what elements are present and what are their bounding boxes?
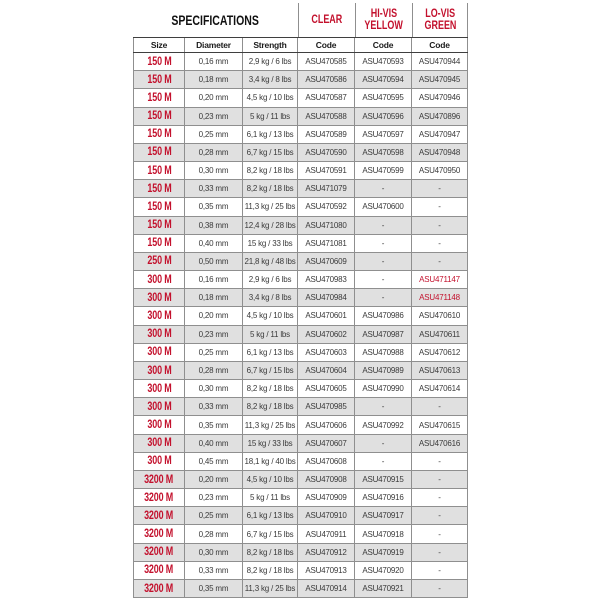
size-cell: 150 M: [133, 108, 185, 125]
diameter-cell: 0,45 mm: [185, 453, 243, 470]
size-cell: 300 M: [133, 398, 185, 415]
clear-code-cell: ASU470914: [298, 580, 355, 597]
diameter-cell: 0,28 mm: [185, 362, 243, 379]
hi-vis-code-cell: -: [355, 217, 412, 234]
lo-vis-code-cell: ASU470611: [412, 326, 468, 343]
size-cell: 150 M: [133, 235, 185, 252]
lo-vis-code-cell: ASU470945: [412, 71, 468, 88]
diameter-cell: 0,28 mm: [185, 144, 243, 161]
clear-code-cell: ASU470983: [298, 271, 355, 288]
diameter-cell: 0,30 mm: [185, 380, 243, 397]
strength-cell: 4,5 kg / 10 lbs: [243, 307, 298, 324]
size-cell: 300 M: [133, 435, 185, 452]
lo-vis-code-cell: -: [412, 235, 468, 252]
strength-cell: 8,2 kg / 18 lbs: [243, 562, 298, 579]
size-column-label: Size: [133, 38, 185, 52]
size-cell: 150 M: [133, 53, 185, 70]
clear-code-cell: ASU470586: [298, 71, 355, 88]
diameter-cell: 0,33 mm: [185, 562, 243, 579]
clear-code-cell: ASU470604: [298, 362, 355, 379]
clear-code-cell: ASU470909: [298, 489, 355, 506]
size-cell: 300 M: [133, 416, 185, 433]
hi-vis-code-cell: ASU470921: [355, 580, 412, 597]
clear-code-cell: ASU470590: [298, 144, 355, 161]
specifications-header: [133, 3, 298, 37]
size-cell: 3200 M: [133, 580, 185, 597]
clear-code-cell: ASU470609: [298, 253, 355, 270]
lo-vis-code-cell: -: [412, 489, 468, 506]
diameter-cell: 0,23 mm: [185, 326, 243, 343]
table-row: [133, 380, 468, 398]
diameter-cell: 0,33 mm: [185, 398, 243, 415]
diameter-cell: 0,20 mm: [185, 471, 243, 488]
hi-vis-code-column-label: Code: [355, 38, 412, 52]
table-row: [133, 271, 468, 289]
lo-vis-code-cell: ASU470616: [412, 435, 468, 452]
hi-vis-code-cell: -: [355, 453, 412, 470]
clear-code-cell: ASU470913: [298, 562, 355, 579]
strength-cell: 6,1 kg / 13 lbs: [243, 126, 298, 143]
strength-cell: 11,3 kg / 25 lbs: [243, 416, 298, 433]
lo-vis-code-cell: -: [412, 580, 468, 597]
table-row: [133, 307, 468, 325]
clear-code-cell: ASU471080: [298, 217, 355, 234]
table-row: [133, 198, 468, 216]
size-cell: 300 M: [133, 453, 185, 470]
hi-vis-code-cell: ASU470919: [355, 544, 412, 561]
clear-code-cell: ASU470588: [298, 108, 355, 125]
hi-vis-code-cell: ASU470595: [355, 89, 412, 106]
lo-vis-code-cell: ASU470615: [412, 416, 468, 433]
diameter-cell: 0,38 mm: [185, 217, 243, 234]
clear-code-cell: ASU471081: [298, 235, 355, 252]
strength-cell: 2,9 kg / 6 lbs: [243, 53, 298, 70]
lo-vis-code-cell: ASU470946: [412, 89, 468, 106]
lo-vis-code-cell: ASU470948: [412, 144, 468, 161]
strength-cell: 6,1 kg / 13 lbs: [243, 344, 298, 361]
size-cell: 150 M: [133, 198, 185, 215]
hi-vis-code-cell: -: [355, 398, 412, 415]
strength-cell: 6,7 kg / 15 lbs: [243, 362, 298, 379]
table-row: [133, 580, 468, 598]
strength-cell: 5 kg / 11 lbs: [243, 108, 298, 125]
lo-vis-code-cell: ASU471147: [412, 271, 468, 288]
hi-vis-code-cell: -: [355, 235, 412, 252]
size-cell: 250 M: [133, 253, 185, 270]
lo-vis-code-cell: -: [412, 453, 468, 470]
clear-code-cell: ASU470602: [298, 326, 355, 343]
clear-code-cell: ASU470587: [298, 89, 355, 106]
table-row: [133, 416, 468, 434]
diameter-cell: 0,30 mm: [185, 544, 243, 561]
lo-vis-green-column-header: [412, 3, 468, 37]
strength-cell: 12,4 kg / 28 lbs: [243, 217, 298, 234]
lo-vis-code-cell: ASU470896: [412, 108, 468, 125]
clear-code-cell: ASU470912: [298, 544, 355, 561]
diameter-cell: 0,16 mm: [185, 271, 243, 288]
clear-column-label: CLEAR: [311, 13, 343, 26]
diameter-cell: 0,25 mm: [185, 507, 243, 524]
table-row: [133, 144, 468, 162]
diameter-cell: 0,40 mm: [185, 435, 243, 452]
strength-cell: 11,3 kg / 25 lbs: [243, 198, 298, 215]
lo-vis-code-cell: ASU470613: [412, 362, 468, 379]
diameter-cell: 0,28 mm: [185, 525, 243, 542]
strength-cell: 21,8 kg / 48 lbs: [243, 253, 298, 270]
hi-vis-code-cell: ASU470915: [355, 471, 412, 488]
table-row: [133, 53, 468, 71]
table-body: [133, 53, 468, 598]
table-row: [133, 398, 468, 416]
strength-cell: 8,2 kg / 18 lbs: [243, 544, 298, 561]
hi-vis-code-cell: ASU470593: [355, 53, 412, 70]
clear-code-cell: ASU470605: [298, 380, 355, 397]
size-cell: 300 M: [133, 344, 185, 361]
strength-cell: 18,1 kg / 40 lbs: [243, 453, 298, 470]
hi-vis-code-cell: ASU470992: [355, 416, 412, 433]
diameter-cell: 0,35 mm: [185, 580, 243, 597]
table-row: [133, 544, 468, 562]
lo-vis-code-cell: ASU470610: [412, 307, 468, 324]
lo-vis-code-cell: -: [412, 562, 468, 579]
size-cell: 300 M: [133, 271, 185, 288]
size-cell: 150 M: [133, 71, 185, 88]
lo-vis-code-cell: -: [412, 507, 468, 524]
clear-code-cell: ASU470908: [298, 471, 355, 488]
clear-code-cell: ASU470984: [298, 289, 355, 306]
lo-vis-code-cell: -: [412, 253, 468, 270]
strength-cell: 8,2 kg / 18 lbs: [243, 180, 298, 197]
strength-column-label: Strength: [243, 38, 298, 52]
strength-cell: 6,7 kg / 15 lbs: [243, 525, 298, 542]
table-row: [133, 326, 468, 344]
hi-vis-code-cell: ASU470594: [355, 71, 412, 88]
table-row: [133, 162, 468, 180]
clear-code-cell: ASU470601: [298, 307, 355, 324]
hi-vis-code-cell: ASU470917: [355, 507, 412, 524]
strength-cell: 6,7 kg / 15 lbs: [243, 144, 298, 161]
hi-vis-code-cell: ASU470986: [355, 307, 412, 324]
diameter-cell: 0,20 mm: [185, 307, 243, 324]
lo-vis-code-cell: -: [412, 217, 468, 234]
size-cell: 3200 M: [133, 544, 185, 561]
table-row: [133, 71, 468, 89]
diameter-cell: 0,20 mm: [185, 89, 243, 106]
table-row: [133, 289, 468, 307]
lo-vis-code-cell: -: [412, 471, 468, 488]
diameter-cell: 0,23 mm: [185, 108, 243, 125]
lo-vis-code-cell: -: [412, 180, 468, 197]
strength-cell: 4,5 kg / 10 lbs: [243, 89, 298, 106]
size-cell: 300 M: [133, 380, 185, 397]
specifications-header-label: SPECIFICATIONS: [171, 12, 260, 28]
hi-vis-code-cell: ASU470600: [355, 198, 412, 215]
lo-vis-code-cell: -: [412, 525, 468, 542]
strength-cell: 8,2 kg / 18 lbs: [243, 398, 298, 415]
clear-code-cell: ASU470603: [298, 344, 355, 361]
lo-vis-code-cell: ASU470950: [412, 162, 468, 179]
size-cell: 150 M: [133, 126, 185, 143]
size-cell: 3200 M: [133, 562, 185, 579]
diameter-cell: 0,30 mm: [185, 162, 243, 179]
table-row: [133, 253, 468, 271]
strength-cell: 6,1 kg / 13 lbs: [243, 507, 298, 524]
clear-code-cell: ASU470589: [298, 126, 355, 143]
table-row: [133, 525, 468, 543]
table-row: [133, 126, 468, 144]
size-cell: 3200 M: [133, 471, 185, 488]
diameter-cell: 0,50 mm: [185, 253, 243, 270]
size-cell: 300 M: [133, 326, 185, 343]
diameter-cell: 0,18 mm: [185, 289, 243, 306]
table-row: [133, 108, 468, 126]
diameter-cell: 0,35 mm: [185, 198, 243, 215]
size-cell: 150 M: [133, 180, 185, 197]
lo-vis-code-cell: ASU470612: [412, 344, 468, 361]
table-row: [133, 217, 468, 235]
hi-vis-code-cell: -: [355, 435, 412, 452]
table-row: [133, 344, 468, 362]
diameter-cell: 0,40 mm: [185, 235, 243, 252]
size-cell: 3200 M: [133, 489, 185, 506]
table-row: [133, 235, 468, 253]
diameter-cell: 0,25 mm: [185, 126, 243, 143]
hi-vis-code-cell: ASU470918: [355, 525, 412, 542]
hi-vis-code-cell: ASU470599: [355, 162, 412, 179]
clear-code-cell: ASU470591: [298, 162, 355, 179]
lo-vis-code-cell: ASU471148: [412, 289, 468, 306]
strength-cell: 5 kg / 11 lbs: [243, 489, 298, 506]
diameter-column-label: Diameter: [185, 38, 243, 52]
diameter-cell: 0,16 mm: [185, 53, 243, 70]
lo-vis-code-cell: ASU470614: [412, 380, 468, 397]
diameter-cell: 0,35 mm: [185, 416, 243, 433]
hi-vis-code-cell: ASU470989: [355, 362, 412, 379]
strength-cell: 15 kg / 33 lbs: [243, 435, 298, 452]
size-cell: 150 M: [133, 144, 185, 161]
table-row: [133, 362, 468, 380]
hi-vis-code-cell: -: [355, 180, 412, 197]
clear-code-cell: ASU470606: [298, 416, 355, 433]
table-row: [133, 489, 468, 507]
table-row: [133, 562, 468, 580]
strength-cell: 15 kg / 33 lbs: [243, 235, 298, 252]
size-cell: 150 M: [133, 162, 185, 179]
clear-code-cell: ASU470985: [298, 398, 355, 415]
clear-code-cell: ASU470910: [298, 507, 355, 524]
strength-cell: 3,4 kg / 8 lbs: [243, 71, 298, 88]
hi-vis-code-cell: ASU470916: [355, 489, 412, 506]
lo-vis-code-cell: -: [412, 544, 468, 561]
strength-cell: 2,9 kg / 6 lbs: [243, 271, 298, 288]
hi-vis-label-line2: YELLOW: [364, 20, 404, 32]
lo-vis-code-cell: -: [412, 198, 468, 215]
size-cell: 300 M: [133, 307, 185, 324]
hi-vis-code-cell: -: [355, 289, 412, 306]
strength-cell: 11,3 kg / 25 lbs: [243, 580, 298, 597]
size-cell: 150 M: [133, 217, 185, 234]
hi-vis-code-cell: ASU470920: [355, 562, 412, 579]
hi-vis-yellow-column-header: [355, 3, 412, 37]
diameter-cell: 0,25 mm: [185, 344, 243, 361]
hi-vis-code-cell: ASU470596: [355, 108, 412, 125]
strength-cell: 8,2 kg / 18 lbs: [243, 162, 298, 179]
diameter-cell: 0,23 mm: [185, 489, 243, 506]
strength-cell: 3,4 kg / 8 lbs: [243, 289, 298, 306]
lo-vis-label-line2: GREEN: [424, 20, 456, 32]
table-row: [133, 507, 468, 525]
specifications-table: [133, 3, 468, 598]
table-subheader: [133, 38, 468, 53]
clear-column-header: [298, 3, 355, 37]
clear-code-cell: ASU470608: [298, 453, 355, 470]
hi-vis-code-cell: ASU470990: [355, 380, 412, 397]
strength-cell: 4,5 kg / 10 lbs: [243, 471, 298, 488]
clear-code-cell: ASU471079: [298, 180, 355, 197]
table-row: [133, 453, 468, 471]
hi-vis-code-cell: -: [355, 253, 412, 270]
size-cell: 150 M: [133, 89, 185, 106]
lo-vis-code-cell: ASU470947: [412, 126, 468, 143]
hi-vis-code-cell: ASU470597: [355, 126, 412, 143]
hi-vis-code-cell: ASU470987: [355, 326, 412, 343]
size-cell: 3200 M: [133, 525, 185, 542]
clear-code-column-label: Code: [298, 38, 355, 52]
diameter-cell: 0,33 mm: [185, 180, 243, 197]
clear-code-cell: ASU470607: [298, 435, 355, 452]
diameter-cell: 0,18 mm: [185, 71, 243, 88]
table-row: [133, 89, 468, 107]
hi-vis-code-cell: -: [355, 271, 412, 288]
clear-code-cell: ASU470585: [298, 53, 355, 70]
lo-vis-code-cell: -: [412, 398, 468, 415]
hi-vis-code-cell: ASU470598: [355, 144, 412, 161]
table-row: [133, 471, 468, 489]
size-cell: 3200 M: [133, 507, 185, 524]
table-top-header: [133, 3, 468, 38]
hi-vis-code-cell: ASU470988: [355, 344, 412, 361]
lo-vis-code-cell: ASU470944: [412, 53, 468, 70]
clear-code-cell: ASU470911: [298, 525, 355, 542]
size-cell: 300 M: [133, 289, 185, 306]
hi-vis-label-line1: HI-VIS: [370, 7, 398, 20]
strength-cell: 8,2 kg / 18 lbs: [243, 380, 298, 397]
strength-cell: 5 kg / 11 lbs: [243, 326, 298, 343]
lo-vis-label-line1: LO-VIS: [425, 7, 455, 20]
table-row: [133, 435, 468, 453]
lo-vis-code-column-label: Code: [412, 38, 468, 52]
clear-code-cell: ASU470592: [298, 198, 355, 215]
size-cell: 300 M: [133, 362, 185, 379]
table-row: [133, 180, 468, 198]
